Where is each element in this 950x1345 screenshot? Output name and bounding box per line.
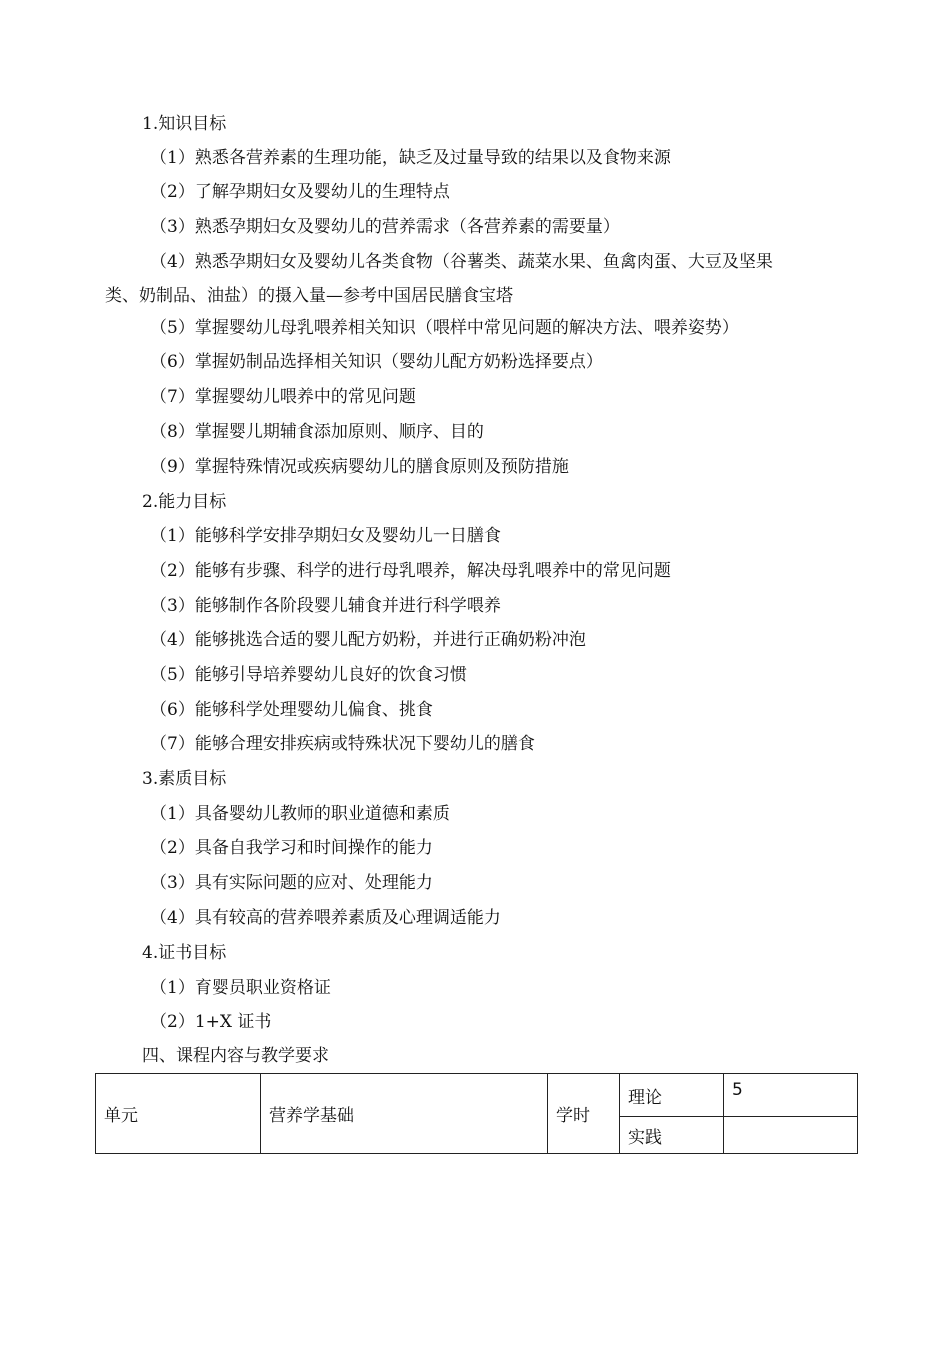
ability-heading: 2.能力目标 <box>142 492 227 512</box>
ability-item: （1）能够科学安排孕期妇女及婴幼儿一日膳食 <box>150 526 501 546</box>
quality-heading: 3.素质目标 <box>142 769 227 789</box>
knowledge-item: （4）熟悉孕期妇女及婴幼儿各类食物（谷薯类、蔬菜水果、鱼禽肉蛋、大豆及坚果 <box>150 252 773 272</box>
hours-label-cell: 学时 <box>548 1074 620 1154</box>
ability-item: （4）能够挑选合适的婴儿配方奶粉，并进行正确奶粉冲泡 <box>150 630 586 650</box>
course-unit-table <box>95 1073 858 1154</box>
unit-name-cell: 营养学基础 <box>261 1074 548 1154</box>
ability-item: （7）能够合理安排疾病或特殊状况下婴幼儿的膳食 <box>150 734 535 754</box>
quality-item: （1）具备婴幼儿教师的职业道德和素质 <box>150 804 450 824</box>
practice-label-cell: 实践 <box>620 1117 724 1154</box>
knowledge-item: （5）掌握婴幼儿母乳喂养相关知识（喂样中常见问题的解决方法、喂养姿势） <box>150 318 739 338</box>
knowledge-item: （7）掌握婴幼儿喂养中的常见问题 <box>150 387 416 407</box>
table-row <box>96 1074 858 1117</box>
theory-label-cell: 理论 <box>620 1074 724 1117</box>
knowledge-item: （3）熟悉孕期妇女及婴幼儿的营养需求（各营养素的需要量） <box>150 217 620 237</box>
ability-item: （6）能够科学处理婴幼儿偏食、挑食 <box>150 700 433 720</box>
knowledge-item: （8）掌握婴儿期辅食添加原则、顺序、目的 <box>150 422 484 442</box>
cert-heading: 4.证书目标 <box>142 943 227 963</box>
quality-item: （2）具备自我学习和时间操作的能力 <box>150 838 433 858</box>
knowledge-item-continuation: 类、奶制品、油盐）的摄入量—参考中国居民膳食宝塔 <box>105 286 513 306</box>
theory-value-cell: 5 <box>724 1074 858 1117</box>
quality-item: （3）具有实际问题的应对、处理能力 <box>150 873 433 893</box>
ability-item: （3）能够制作各阶段婴儿辅食并进行科学喂养 <box>150 596 501 616</box>
unit-label-cell: 单元 <box>96 1074 261 1154</box>
knowledge-item: （1）熟悉各营养素的生理功能，缺乏及过量导致的结果以及食物来源 <box>150 148 671 168</box>
practice-value-cell <box>724 1117 858 1154</box>
quality-item: （4）具有较高的营养喂养素质及心理调适能力 <box>150 908 501 928</box>
knowledge-item: （6）掌握奶制品选择相关知识（婴幼儿配方奶粉选择要点） <box>150 352 603 372</box>
cert-item: （1）育婴员职业资格证 <box>150 978 331 998</box>
section-heading: 四、课程内容与教学要求 <box>142 1046 329 1066</box>
knowledge-heading: 1.知识目标 <box>142 114 227 134</box>
ability-item: （2）能够有步骤、科学的进行母乳喂养，解决母乳喂养中的常见问题 <box>150 561 671 581</box>
knowledge-item: （2）了解孕期妇女及婴幼儿的生理特点 <box>150 182 450 202</box>
cert-item: （2）1+X 证书 <box>150 1012 272 1032</box>
knowledge-item: （9）掌握特殊情况或疾病婴幼儿的膳食原则及预防措施 <box>150 457 569 477</box>
ability-item: （5）能够引导培养婴幼儿良好的饮食习惯 <box>150 665 467 685</box>
